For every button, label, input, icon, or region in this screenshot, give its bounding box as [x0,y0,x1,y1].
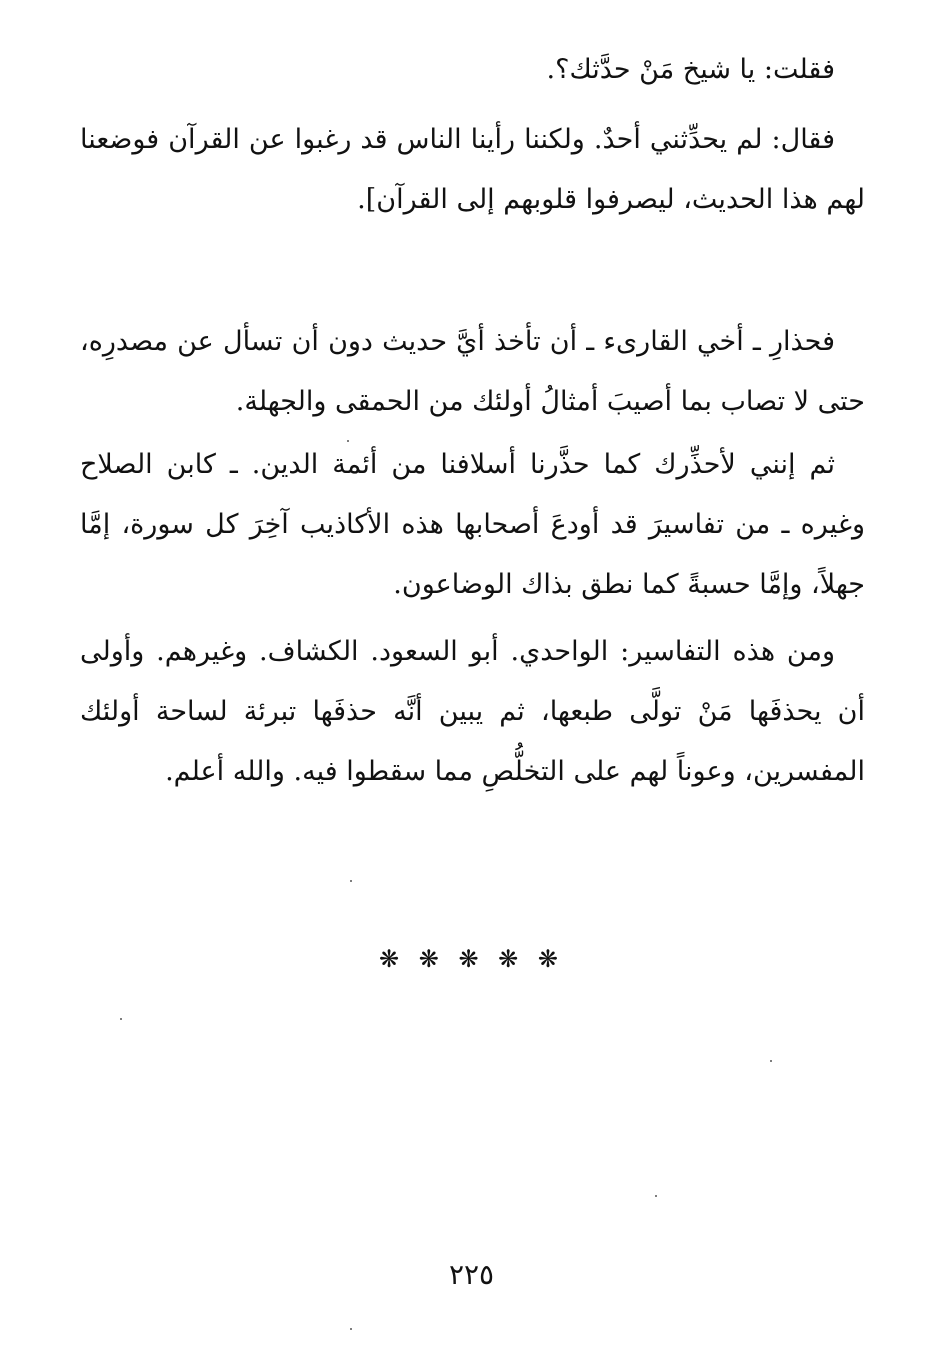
scan-speck [770,1060,772,1062]
text-line: حتى لا تصاب بما أصيبَ أمثالُ أولئك من الحمقى والجهلة. [235,386,865,417]
text-line: فحذارِ ـ أخي القارىء ـ أن تأخذ أيَّ حديث دون أن تسأل عن مصدرِه، [80,326,835,357]
text-line: ثم إنني لأحذِّرك كما حذَّرنا أسلافنا من أئمة الدين. ـ كابن الصلاح [80,449,835,480]
page-number: ٢٢٥ [448,1258,495,1291]
section-separator: ❋ ❋ ❋ ❋ ❋ [378,945,565,973]
scan-speck [120,1018,122,1020]
text-line: المفسرين، وعوناً لهم على التخلُّصِ مما سقطوا فيه. والله أعلم. [165,756,865,787]
scan-speck [655,1195,657,1197]
scan-speck [350,880,352,882]
paragraph-answer [80,110,865,230]
text-line: ومن هذه التفاسير: الواحدي. أبو السعود. الكشاف. وغيرهم. وأولى [80,636,835,667]
text-line: جهلاً، وإمَّا حسبةً كما نطق بذاك الوضاعون. [393,569,865,600]
text-line: أن يحذفَها مَنْ تولَّى طبعها، ثم يبين أنَّه حذفَها تبرئة لساحة أولئك [80,696,865,727]
text-line: فقال: لم يحدِّثني أحدٌ. ولكننا رأينا الناس قد رغبوا عن القرآن فوضعنا [80,124,835,155]
scan-speck [350,1328,352,1330]
text-line: وغيره ـ من تفاسيرَ قد أودعَ أصحابها هذه الأكاذيب آخِرَ كل سورة، إمَّا [80,509,865,540]
paragraph-caution [80,435,865,615]
paragraph-tafsir-list [80,622,865,802]
text-line: فقلت: يا شيخ مَنْ حدَّثك؟. [546,54,835,85]
paragraph-question [80,40,865,100]
text-line: لهم هذا الحديث، ليصرفوا قلوبهم إلى القرآن]. [357,184,865,215]
paragraph-warning [80,312,865,432]
scan-speck [347,440,349,442]
